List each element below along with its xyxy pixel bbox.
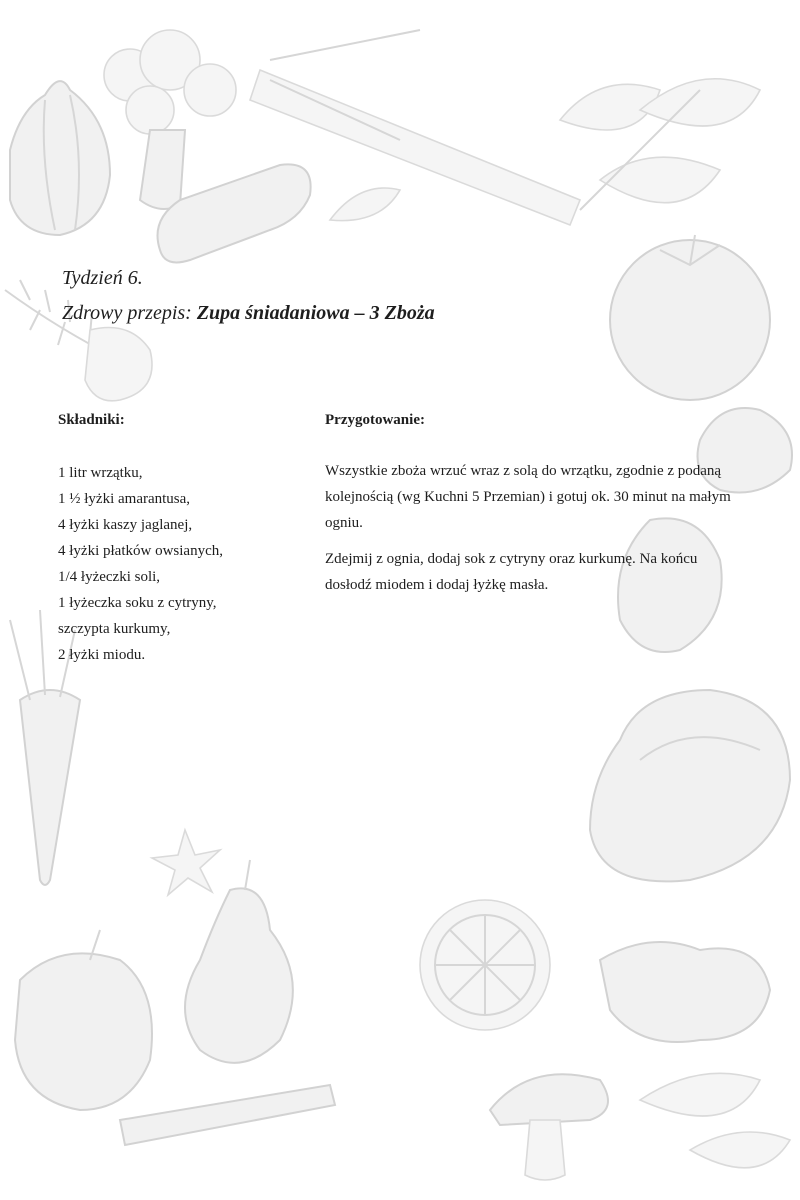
list-item: 2 łyżki miodu.	[58, 647, 146, 663]
list-item: 1 ½ łyżki amarantusa,	[58, 491, 191, 507]
preparation-paragraph: Wszystkie zboża wrzuć wraz z solą do wrzątku, zgodnie z podaną kolejnością (wg Kuchni 5 Przemian) i gotuj ok. 30 minut na małym ogniu.	[325, 463, 731, 531]
recipe-prefix: Zdrowy przepis:	[62, 302, 197, 324]
broccoli-icon	[104, 30, 236, 209]
pear-icon	[185, 860, 293, 1063]
preparation-text	[325, 458, 735, 608]
basil-icon	[560, 79, 760, 210]
ginger-icon	[600, 942, 770, 1042]
lemon-slice-icon	[420, 900, 550, 1030]
ingredients-list	[58, 460, 223, 668]
recipe-title	[62, 302, 435, 325]
leaf-icon	[640, 1073, 790, 1167]
cinnamon-icon	[120, 1085, 335, 1145]
list-item: szczypta kurkumy,	[58, 621, 171, 637]
mushroom-icon	[490, 1074, 608, 1180]
recipe-name: Zupa śniadaniowa – 3 Zboża	[196, 302, 435, 324]
onion-icon	[10, 81, 110, 235]
preparation-paragraph: Zdejmij z ognia, dodaj sok z cytryny oraz kurkumę. Na końcu dosłodź miodem i dodaj łyżkę masła.	[325, 551, 698, 593]
ginger-icon	[85, 328, 152, 401]
week-label: Tydzień 6.	[62, 267, 143, 289]
star-anise-icon	[152, 830, 220, 895]
steak-icon	[590, 690, 790, 881]
leaf-icon	[330, 188, 400, 221]
list-item: 4 łyżki kaszy jaglanej,	[58, 517, 193, 533]
ingredients-heading: Składniki:	[58, 412, 125, 428]
list-item: 4 łyżki płatków owsianych,	[58, 543, 223, 559]
list-item: 1 litr wrzątku,	[58, 465, 143, 481]
list-item: 1/4 łyżeczki soli,	[58, 569, 161, 585]
bell-pepper-icon	[15, 930, 152, 1110]
list-item: 1 łyżeczka soku z cytryny,	[58, 595, 217, 611]
preparation-heading: Przygotowanie:	[325, 412, 425, 428]
tomato-icon	[610, 235, 770, 400]
